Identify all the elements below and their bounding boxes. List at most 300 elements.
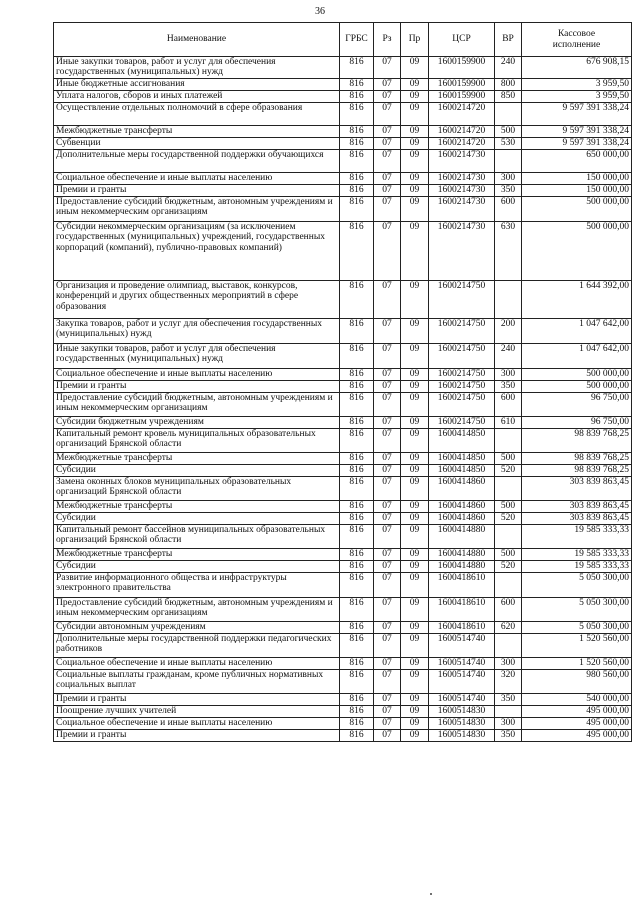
cell-csr: 1600214750	[429, 380, 495, 392]
cell-name: Организация и проведение олимпиад, выставок, конкурсов, конференций и других общественных мероприятий в сфере образования	[54, 280, 340, 318]
cell-rz: 07	[374, 572, 401, 597]
cell-vr: 610	[495, 416, 522, 428]
cell-rz: 07	[374, 548, 401, 560]
cell-grbs: 816	[340, 597, 374, 621]
cell-name: Социальное обеспечение и иные выплаты населению	[54, 172, 340, 184]
cell-vr: 350	[495, 729, 522, 741]
cell-amount: 500 000,00	[522, 380, 632, 392]
cell-vr: 300	[495, 717, 522, 729]
cell-grbs: 816	[340, 280, 374, 318]
cell-grbs: 816	[340, 669, 374, 693]
cell-pr: 09	[401, 416, 429, 428]
header-rz: Рз	[374, 23, 401, 57]
cell-vr: 500	[495, 125, 522, 137]
cell-amount: 96 750,00	[522, 392, 632, 416]
cell-pr: 09	[401, 380, 429, 392]
cell-rz: 07	[374, 717, 401, 729]
table-row	[54, 149, 632, 172]
cell-grbs: 816	[340, 464, 374, 476]
cell-csr: 1600214750	[429, 343, 495, 368]
table-row	[54, 102, 632, 125]
cell-pr: 09	[401, 368, 429, 380]
cell-name: Дополнительные меры государственной поддержки обучающихся	[54, 149, 340, 172]
table-row	[54, 172, 632, 184]
cell-rz: 07	[374, 280, 401, 318]
table-row	[54, 78, 632, 90]
cell-amount: 1 047 642,00	[522, 318, 632, 343]
cell-vr	[495, 476, 522, 500]
cell-name: Иные бюджетные ассигнования	[54, 78, 340, 90]
cell-rz: 07	[374, 476, 401, 500]
table-row	[54, 318, 632, 343]
cell-rz: 07	[374, 172, 401, 184]
cell-pr: 09	[401, 90, 429, 102]
cell-pr: 09	[401, 184, 429, 196]
cell-grbs: 816	[340, 172, 374, 184]
cell-pr: 09	[401, 221, 429, 280]
cell-amount: 5 050 300,00	[522, 621, 632, 633]
cell-pr: 09	[401, 102, 429, 125]
cell-grbs: 816	[340, 657, 374, 669]
cell-vr: 620	[495, 621, 522, 633]
budget-table	[53, 22, 632, 742]
cell-name: Поощрение лучших учителей	[54, 705, 340, 717]
cell-grbs: 816	[340, 125, 374, 137]
cell-amount: 650 000,00	[522, 149, 632, 172]
cell-name: Дополнительные меры государственной поддержки педагогических работников	[54, 633, 340, 657]
cell-grbs: 816	[340, 392, 374, 416]
cell-amount: 980 560,00	[522, 669, 632, 693]
cell-name: Субсидии	[54, 560, 340, 572]
cell-csr: 1600514740	[429, 633, 495, 657]
cell-name: Социальное обеспечение и иные выплаты населению	[54, 717, 340, 729]
cell-vr: 600	[495, 392, 522, 416]
table-row	[54, 572, 632, 597]
cell-amount: 500 000,00	[522, 196, 632, 221]
cell-amount: 5 050 300,00	[522, 572, 632, 597]
table-row	[54, 657, 632, 669]
cell-csr: 1600514830	[429, 729, 495, 741]
cell-vr: 800	[495, 78, 522, 90]
cell-name: Капитальный ремонт кровель муниципальных образовательных организаций Брянской области	[54, 428, 340, 452]
cell-amount: 1 644 392,00	[522, 280, 632, 318]
cell-csr: 1600214750	[429, 416, 495, 428]
cell-amount: 1 047 642,00	[522, 343, 632, 368]
cell-name: Межбюджетные трансферты	[54, 548, 340, 560]
cell-pr: 09	[401, 280, 429, 318]
table-row	[54, 196, 632, 221]
cell-csr: 1600514740	[429, 693, 495, 705]
cell-rz: 07	[374, 184, 401, 196]
cell-rz: 07	[374, 380, 401, 392]
cell-vr	[495, 572, 522, 597]
cell-name: Премии и гранты	[54, 184, 340, 196]
cell-rz: 07	[374, 729, 401, 741]
cell-vr: 300	[495, 657, 522, 669]
cell-pr: 09	[401, 78, 429, 90]
cell-grbs: 816	[340, 717, 374, 729]
cell-name: Социальное обеспечение и иные выплаты населению	[54, 368, 340, 380]
cell-name: Уплата налогов, сборов и иных платежей	[54, 90, 340, 102]
table-row	[54, 368, 632, 380]
cell-grbs: 816	[340, 572, 374, 597]
cell-grbs: 816	[340, 90, 374, 102]
cell-grbs: 816	[340, 368, 374, 380]
table-row	[54, 729, 632, 741]
cell-name: Межбюджетные трансферты	[54, 125, 340, 137]
table-row	[54, 476, 632, 500]
cell-vr	[495, 633, 522, 657]
cell-pr: 09	[401, 693, 429, 705]
cell-grbs: 816	[340, 560, 374, 572]
cell-name: Социальное обеспечение и иные выплаты населению	[54, 657, 340, 669]
cell-vr: 240	[495, 343, 522, 368]
cell-rz: 07	[374, 78, 401, 90]
cell-name: Субсидии бюджетным учреждениям	[54, 416, 340, 428]
cell-rz: 07	[374, 512, 401, 524]
cell-csr: 1600214730	[429, 149, 495, 172]
cell-rz: 07	[374, 597, 401, 621]
cell-vr: 530	[495, 137, 522, 149]
cell-pr: 09	[401, 464, 429, 476]
table-row	[54, 560, 632, 572]
cell-amount: 500 000,00	[522, 368, 632, 380]
table-row	[54, 464, 632, 476]
table-row	[54, 693, 632, 705]
header-vr: ВР	[495, 23, 522, 57]
cell-amount: 98 839 768,25	[522, 452, 632, 464]
cell-csr: 1600214730	[429, 196, 495, 221]
table-row	[54, 416, 632, 428]
cell-pr: 09	[401, 621, 429, 633]
cell-csr: 1600514740	[429, 669, 495, 693]
cell-rz: 07	[374, 57, 401, 79]
cell-rz: 07	[374, 102, 401, 125]
cell-pr: 09	[401, 669, 429, 693]
cell-rz: 07	[374, 149, 401, 172]
cell-grbs: 816	[340, 416, 374, 428]
table-header-row	[54, 23, 632, 57]
cell-csr: 1600418610	[429, 572, 495, 597]
cell-pr: 09	[401, 476, 429, 500]
header-pr: Пр	[401, 23, 429, 57]
cell-name: Премии и гранты	[54, 380, 340, 392]
cell-grbs: 816	[340, 78, 374, 90]
table-row	[54, 500, 632, 512]
cell-pr: 09	[401, 657, 429, 669]
cell-csr: 1600414850	[429, 428, 495, 452]
cell-csr: 1600414880	[429, 524, 495, 548]
cell-csr: 1600418610	[429, 621, 495, 633]
cell-amount: 98 839 768,25	[522, 428, 632, 452]
table-row	[54, 184, 632, 196]
cell-csr: 1600214750	[429, 368, 495, 380]
cell-csr: 1600514830	[429, 717, 495, 729]
cell-name: Субвенции	[54, 137, 340, 149]
cell-vr: 500	[495, 548, 522, 560]
cell-csr: 1600159900	[429, 90, 495, 102]
cell-name: Межбюджетные трансферты	[54, 500, 340, 512]
table-row	[54, 380, 632, 392]
cell-grbs: 816	[340, 149, 374, 172]
cell-pr: 09	[401, 149, 429, 172]
cell-amount: 303 839 863,45	[522, 476, 632, 500]
cell-name: Межбюджетные трансферты	[54, 452, 340, 464]
cell-name: Предоставление субсидий бюджетным, автономным учреждениям и иным некоммерческим организациям	[54, 392, 340, 416]
cell-grbs: 816	[340, 196, 374, 221]
table-row	[54, 125, 632, 137]
cell-amount: 5 050 300,00	[522, 597, 632, 621]
table-row	[54, 428, 632, 452]
cell-vr	[495, 428, 522, 452]
cell-pr: 09	[401, 172, 429, 184]
cell-csr: 1600214730	[429, 172, 495, 184]
cell-name: Премии и гранты	[54, 693, 340, 705]
cell-amount: 303 839 863,45	[522, 500, 632, 512]
cell-name: Капитальный ремонт бассейнов муниципальных образовательных организаций Брянской области	[54, 524, 340, 548]
header-csr: ЦСР	[429, 23, 495, 57]
cell-csr: 1600414880	[429, 548, 495, 560]
cell-pr: 09	[401, 548, 429, 560]
table-row	[54, 669, 632, 693]
cell-grbs: 816	[340, 452, 374, 464]
cell-name: Иные закупки товаров, работ и услуг для обеспечения государственных (муниципальных) нужд	[54, 343, 340, 368]
cell-vr	[495, 102, 522, 125]
cell-grbs: 816	[340, 512, 374, 524]
cell-vr: 350	[495, 380, 522, 392]
cell-amount: 9 597 391 338,24	[522, 137, 632, 149]
cell-vr: 600	[495, 196, 522, 221]
cell-pr: 09	[401, 705, 429, 717]
cell-rz: 07	[374, 343, 401, 368]
cell-pr: 09	[401, 452, 429, 464]
cell-pr: 09	[401, 560, 429, 572]
table-row	[54, 717, 632, 729]
cell-vr: 520	[495, 560, 522, 572]
cell-rz: 07	[374, 137, 401, 149]
cell-amount: 495 000,00	[522, 729, 632, 741]
cell-rz: 07	[374, 428, 401, 452]
cell-name: Субсидии	[54, 464, 340, 476]
cell-vr: 850	[495, 90, 522, 102]
cell-amount: 9 597 391 338,24	[522, 102, 632, 125]
header-amount: Кассовое исполнение	[522, 23, 632, 57]
cell-amount: 98 839 768,25	[522, 464, 632, 476]
cell-grbs: 816	[340, 428, 374, 452]
cell-rz: 07	[374, 318, 401, 343]
cell-grbs: 816	[340, 500, 374, 512]
cell-csr: 1600414860	[429, 476, 495, 500]
table-row	[54, 90, 632, 102]
cell-rz: 07	[374, 669, 401, 693]
cell-vr: 500	[495, 500, 522, 512]
cell-pr: 09	[401, 125, 429, 137]
cell-amount: 495 000,00	[522, 705, 632, 717]
cell-pr: 09	[401, 633, 429, 657]
cell-rz: 07	[374, 560, 401, 572]
table-row	[54, 548, 632, 560]
cell-grbs: 816	[340, 137, 374, 149]
cell-name: Субсидии некоммерческим организациям (за исключением государственных (муниципальных) учреждений, государственных корпораций (компаний), публично-правовых компаний)	[54, 221, 340, 280]
cell-name: Премии и гранты	[54, 729, 340, 741]
cell-amount: 9 597 391 338,24	[522, 125, 632, 137]
cell-grbs: 816	[340, 621, 374, 633]
cell-pr: 09	[401, 512, 429, 524]
cell-grbs: 816	[340, 548, 374, 560]
cell-csr: 1600414860	[429, 512, 495, 524]
cell-amount: 19 585 333,33	[522, 560, 632, 572]
cell-grbs: 816	[340, 221, 374, 280]
cell-amount: 150 000,00	[522, 172, 632, 184]
cell-vr: 300	[495, 368, 522, 380]
cell-pr: 09	[401, 318, 429, 343]
cell-pr: 09	[401, 57, 429, 79]
cell-rz: 07	[374, 524, 401, 548]
table-row	[54, 597, 632, 621]
cell-vr: 500	[495, 452, 522, 464]
cell-amount: 500 000,00	[522, 221, 632, 280]
cell-rz: 07	[374, 464, 401, 476]
cell-amount: 3 959,50	[522, 90, 632, 102]
cell-amount: 676 908,15	[522, 57, 632, 79]
cell-grbs: 816	[340, 57, 374, 79]
cell-grbs: 816	[340, 524, 374, 548]
cell-csr: 1600159900	[429, 57, 495, 79]
cell-amount: 303 839 863,45	[522, 512, 632, 524]
cell-vr: 520	[495, 512, 522, 524]
cell-rz: 07	[374, 416, 401, 428]
cell-amount: 495 000,00	[522, 717, 632, 729]
cell-pr: 09	[401, 428, 429, 452]
cell-rz: 07	[374, 368, 401, 380]
cell-vr	[495, 280, 522, 318]
cell-rz: 07	[374, 196, 401, 221]
scan-speck	[430, 893, 432, 895]
cell-csr: 1600414850	[429, 452, 495, 464]
cell-csr: 1600159900	[429, 78, 495, 90]
table-row	[54, 633, 632, 657]
cell-amount: 1 520 560,00	[522, 633, 632, 657]
cell-pr: 09	[401, 196, 429, 221]
cell-pr: 09	[401, 500, 429, 512]
table-row	[54, 221, 632, 280]
cell-vr: 240	[495, 57, 522, 79]
cell-vr: 200	[495, 318, 522, 343]
cell-csr: 1600214720	[429, 102, 495, 125]
cell-pr: 09	[401, 524, 429, 548]
cell-rz: 07	[374, 693, 401, 705]
page-number: 36	[315, 6, 325, 17]
cell-pr: 09	[401, 729, 429, 741]
header-name: Наименование	[54, 23, 340, 57]
table-row	[54, 512, 632, 524]
cell-grbs: 816	[340, 318, 374, 343]
table-row	[54, 392, 632, 416]
cell-vr	[495, 149, 522, 172]
cell-vr	[495, 524, 522, 548]
cell-name: Предоставление субсидий бюджетным, автономным учреждениям и иным некоммерческим организациям	[54, 597, 340, 621]
cell-amount: 96 750,00	[522, 416, 632, 428]
table-row	[54, 280, 632, 318]
cell-name: Иные закупки товаров, работ и услуг для обеспечения государственных (муниципальных) нужд	[54, 57, 340, 79]
cell-name: Субсидии автономным учреждениям	[54, 621, 340, 633]
cell-rz: 07	[374, 452, 401, 464]
cell-pr: 09	[401, 137, 429, 149]
cell-csr: 1600414860	[429, 500, 495, 512]
cell-rz: 07	[374, 621, 401, 633]
cell-rz: 07	[374, 392, 401, 416]
cell-name: Предоставление субсидий бюджетным, автономным учреждениям и иным некоммерческим организациям	[54, 196, 340, 221]
cell-vr: 350	[495, 693, 522, 705]
cell-amount: 1 520 560,00	[522, 657, 632, 669]
table-body	[54, 57, 632, 742]
cell-csr: 1600214750	[429, 280, 495, 318]
cell-amount: 19 585 333,33	[522, 548, 632, 560]
cell-csr: 1600414880	[429, 560, 495, 572]
cell-vr: 300	[495, 172, 522, 184]
table-row	[54, 524, 632, 548]
cell-name: Развитие информационного общества и инфраструктуры электронного правительства	[54, 572, 340, 597]
cell-grbs: 816	[340, 476, 374, 500]
cell-csr: 1600414850	[429, 464, 495, 476]
cell-csr: 1600514830	[429, 705, 495, 717]
cell-pr: 09	[401, 717, 429, 729]
cell-amount: 540 000,00	[522, 693, 632, 705]
cell-name: Замена оконных блоков муниципальных образовательных организаций Брянской области	[54, 476, 340, 500]
cell-csr: 1600514740	[429, 657, 495, 669]
cell-grbs: 816	[340, 729, 374, 741]
cell-grbs: 816	[340, 693, 374, 705]
cell-vr: 520	[495, 464, 522, 476]
cell-csr: 1600214720	[429, 137, 495, 149]
cell-rz: 07	[374, 500, 401, 512]
cell-csr: 1600214730	[429, 184, 495, 196]
cell-grbs: 816	[340, 184, 374, 196]
cell-name: Осуществление отдельных полномочий в сфере образования	[54, 102, 340, 125]
table-row	[54, 137, 632, 149]
cell-amount: 3 959,50	[522, 78, 632, 90]
cell-vr: 600	[495, 597, 522, 621]
cell-pr: 09	[401, 392, 429, 416]
cell-rz: 07	[374, 221, 401, 280]
cell-csr: 1600214750	[429, 392, 495, 416]
cell-csr: 1600214750	[429, 318, 495, 343]
cell-rz: 07	[374, 125, 401, 137]
cell-rz: 07	[374, 633, 401, 657]
cell-amount: 150 000,00	[522, 184, 632, 196]
cell-grbs: 816	[340, 102, 374, 125]
cell-grbs: 816	[340, 380, 374, 392]
cell-grbs: 816	[340, 633, 374, 657]
cell-csr: 1600418610	[429, 597, 495, 621]
cell-csr: 1600214730	[429, 221, 495, 280]
cell-pr: 09	[401, 597, 429, 621]
cell-csr: 1600214720	[429, 125, 495, 137]
cell-vr: 350	[495, 184, 522, 196]
cell-pr: 09	[401, 343, 429, 368]
cell-vr: 320	[495, 669, 522, 693]
cell-name: Закупка товаров, работ и услуг для обеспечения государственных (муниципальных) нужд	[54, 318, 340, 343]
cell-grbs: 816	[340, 705, 374, 717]
cell-name: Социальные выплаты гражданам, кроме публичных нормативных социальных выплат	[54, 669, 340, 693]
table-row	[54, 452, 632, 464]
cell-rz: 07	[374, 657, 401, 669]
cell-rz: 07	[374, 705, 401, 717]
table-row	[54, 57, 632, 79]
cell-amount: 19 585 333,33	[522, 524, 632, 548]
table-row	[54, 621, 632, 633]
cell-rz: 07	[374, 90, 401, 102]
